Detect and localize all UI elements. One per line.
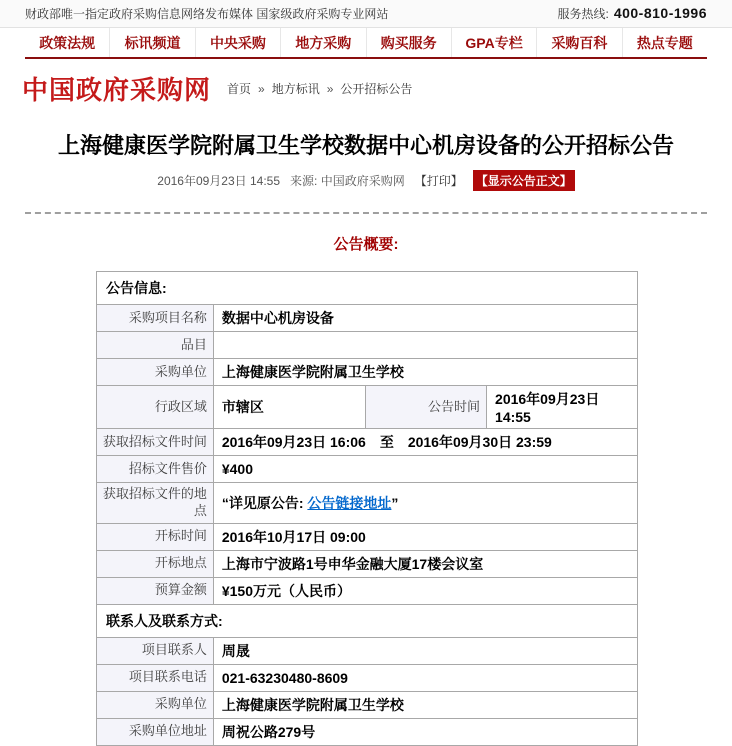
row-label: 获取招标文件时间 <box>97 429 214 456</box>
doc-location-prefix: “详见原公告: <box>221 494 304 511</box>
doc-location-suffix: ” <box>391 494 399 511</box>
row-value: 2016年09月23日 14:55 <box>487 386 638 429</box>
breadcrumb-separator: » <box>326 81 334 96</box>
row-label: 采购单位 <box>97 359 214 386</box>
summary-heading: 公告概要: <box>333 236 399 253</box>
service-hotline <box>557 5 707 22</box>
row-label: 采购单位地址 <box>97 718 214 745</box>
announcement-link[interactable]: 公告链接地址 <box>307 494 392 511</box>
row-value: 021-63230480-8609 <box>213 664 637 691</box>
table-row <box>97 523 638 550</box>
nav-item-encyclopedia[interactable]: 采购百科 <box>537 28 622 57</box>
row-label: 项目联系人 <box>97 637 214 664</box>
table-row <box>97 691 638 718</box>
breadcrumb-home[interactable]: 首页 <box>227 82 252 96</box>
table-row <box>97 550 638 577</box>
row-label: 开标地点 <box>97 550 214 577</box>
row-value: 市辖区 <box>213 386 366 429</box>
row-label: 预算金额 <box>97 577 214 604</box>
announce-info-header: 公告信息: <box>97 272 638 305</box>
breadcrumb <box>227 80 412 97</box>
nav-item-bid-channel[interactable]: 标讯频道 <box>110 28 195 57</box>
show-original-button[interactable]: 【显示公告正文】 <box>473 170 575 191</box>
row-value: 数据中心机房设备 <box>213 305 637 332</box>
nav-item-central-procurement[interactable]: 中央采购 <box>196 28 281 57</box>
row-value: 2016年10月17日 09:00 <box>213 523 637 550</box>
row-label: 项目联系电话 <box>97 664 214 691</box>
table-row-doc-location <box>97 483 638 524</box>
article-source: 来源: 中国政府采购网 <box>290 174 405 188</box>
row-value <box>213 483 637 524</box>
row-label: 开标时间 <box>97 523 214 550</box>
nav-item-local-procurement[interactable]: 地方采购 <box>281 28 366 57</box>
table-row-region-time <box>97 386 638 429</box>
hotline-label: 服务热线: <box>557 7 609 21</box>
contact-info-header: 联系人及联系方式: <box>97 604 638 637</box>
breadcrumb-separator: » <box>258 81 265 96</box>
row-value: 上海健康医学院附属卫生学校 <box>213 691 637 718</box>
announcement-summary-table <box>96 271 638 746</box>
row-value: 上海健康医学院附属卫生学校 <box>213 359 637 386</box>
site-logo[interactable]: 中国政府采购网 <box>22 75 212 105</box>
nav-item-gpa[interactable]: GPA专栏 <box>452 28 537 57</box>
page-title: 上海健康医学院附属卫生学校数据中心机房设备的公开招标公告 <box>57 133 674 158</box>
hotline-number: 400-810-1996 <box>613 5 707 21</box>
table-row <box>97 332 638 359</box>
row-label: 公告时间 <box>366 386 487 429</box>
table-row <box>97 637 638 664</box>
row-label: 品目 <box>97 332 214 359</box>
table-row <box>97 456 638 483</box>
nav-item-hot-topics[interactable]: 热点专题 <box>636 34 693 51</box>
row-label: 采购项目名称 <box>97 305 214 332</box>
publish-datetime: 2016年09月23日 14:55 <box>157 174 281 188</box>
table-row <box>97 664 638 691</box>
table-row <box>97 429 638 456</box>
row-value: 2016年09月23日 16:06 至 2016年09月30日 23:59 <box>213 429 637 456</box>
print-button[interactable]: 【打印】 <box>414 174 463 188</box>
row-value: 周祝公路279号 <box>213 718 637 745</box>
row-label: 招标文件售价 <box>97 456 214 483</box>
row-label: 获取招标文件的地点 <box>97 483 214 524</box>
table-row <box>97 359 638 386</box>
site-header <box>0 59 732 115</box>
article-meta <box>0 170 732 191</box>
row-value: 周晟 <box>213 637 637 664</box>
nav-item-buy-services[interactable]: 购买服务 <box>367 28 452 57</box>
table-row <box>97 305 638 332</box>
table-row <box>97 718 638 745</box>
section-header-row <box>97 604 638 637</box>
row-value <box>213 332 637 359</box>
table-row <box>97 577 638 604</box>
row-value: ¥400 <box>213 456 637 483</box>
site-slogan: 财政部唯一指定政府采购信息网络发布媒体 国家级政府采购专业网站 <box>25 7 389 21</box>
breadcrumb-current: 公开招标公告 <box>340 82 413 96</box>
section-header-row <box>97 272 638 305</box>
dashed-divider <box>25 212 707 214</box>
row-label: 行政区域 <box>97 386 214 429</box>
nav-item-policy[interactable]: 政策法规 <box>25 28 110 57</box>
row-value: ¥150万元（人民币） <box>213 577 637 604</box>
row-value: 上海市宁波路1号申华金融大厦17楼会议室 <box>213 550 637 577</box>
main-nav <box>25 28 707 59</box>
breadcrumb-local-bids[interactable]: 地方标讯 <box>271 82 320 96</box>
row-label: 采购单位 <box>97 691 214 718</box>
top-service-bar <box>0 0 732 28</box>
